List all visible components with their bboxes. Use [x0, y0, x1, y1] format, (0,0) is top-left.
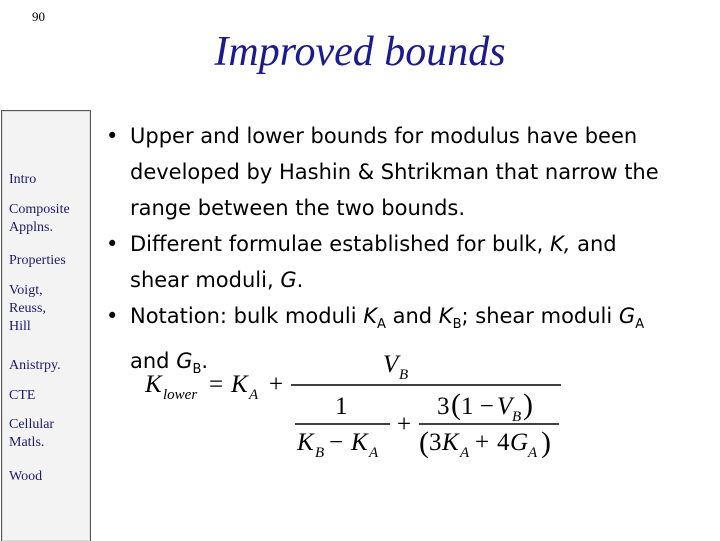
formula-minus: −	[329, 429, 344, 456]
bullet-text-line: Different formulae established for bulk, K, and	[130, 232, 617, 256]
bullet-item	[106, 118, 716, 226]
bullet-text-line: shear moduli, G.	[130, 268, 304, 292]
formula-ka: K	[231, 371, 248, 398]
formula-paren-close: )	[523, 388, 533, 421]
bullet-marker: •	[106, 304, 119, 328]
bullet-text-line: developed by Hashin & Shtrikman that narrow the	[130, 160, 659, 184]
formula-ka-2-sub: A	[369, 445, 379, 461]
formula-plus-3: +	[475, 429, 490, 456]
formula-paren-open: (	[451, 388, 461, 421]
formula-vb-2-sub: B	[512, 409, 522, 425]
sidebar-item-intro[interactable]: Intro	[9, 172, 37, 187]
formula-vb: V	[383, 352, 399, 378]
formula-equals: =	[209, 371, 224, 398]
bullet-text-line: Notation: bulk moduli $K_A$ and $K_B$; shear moduli $G_A$	[130, 304, 645, 333]
sidebar-item-cellular-matls[interactable]: Cellular Matls.	[9, 417, 55, 450]
formula-plus-2: +	[397, 411, 412, 438]
formula-plus: +	[269, 371, 284, 398]
formula-four: 4	[497, 429, 510, 456]
bullet-text-line: Upper and lower bounds for modulus have been	[130, 124, 638, 148]
slide-title: Improved bounds	[214, 29, 506, 75]
formula-three: 3	[437, 393, 450, 420]
formula-one-minus: 1 −	[461, 393, 494, 420]
formula-vb-sub: B	[399, 367, 409, 383]
formula-ga: G	[510, 429, 529, 456]
bullet-text-line: range between the two bounds.	[130, 196, 466, 220]
bullet-list	[106, 118, 716, 388]
sidebar-nav	[1, 110, 91, 541]
formula-paren-open-2: (	[419, 426, 429, 459]
formula-one: 1	[335, 393, 348, 420]
formula-three-2: 3	[429, 429, 442, 456]
formula-lhs: K	[145, 371, 162, 398]
sidebar-item-cte[interactable]: CTE	[9, 388, 36, 403]
formula-lhs-sub: lower	[163, 387, 198, 403]
formula-ka-sub: A	[249, 387, 259, 403]
formula-kb-sub: B	[315, 445, 325, 461]
sidebar-item-anistrpy[interactable]: Anistrpy.	[9, 358, 61, 373]
sidebar-item-voigt-reuss-hill[interactable]: Voigt, Reuss, Hill	[9, 283, 46, 334]
bullet-text-line: and $G_B$.	[130, 349, 209, 378]
sidebar-item-wood[interactable]: Wood	[9, 469, 43, 484]
formula-paren-close-2: )	[541, 426, 551, 459]
formula-ka-2: K	[351, 429, 368, 456]
formula-kb: K	[297, 429, 314, 456]
formula-ka-3-sub: A	[460, 445, 470, 461]
sidebar-item-composite-applns[interactable]: Composite Applns.	[9, 202, 70, 235]
bullet-marker: •	[106, 232, 119, 256]
bullet-marker: •	[106, 124, 119, 148]
bullet-item	[106, 226, 716, 298]
formula-vb-2: V	[497, 393, 513, 420]
page-number: 90	[32, 9, 45, 24]
formula-ka-3: K	[442, 429, 459, 456]
formula-ga-sub: A	[528, 445, 538, 461]
sidebar-item-properties[interactable]: Properties	[9, 253, 66, 268]
hashin-shtrikman-formula	[145, 352, 565, 472]
